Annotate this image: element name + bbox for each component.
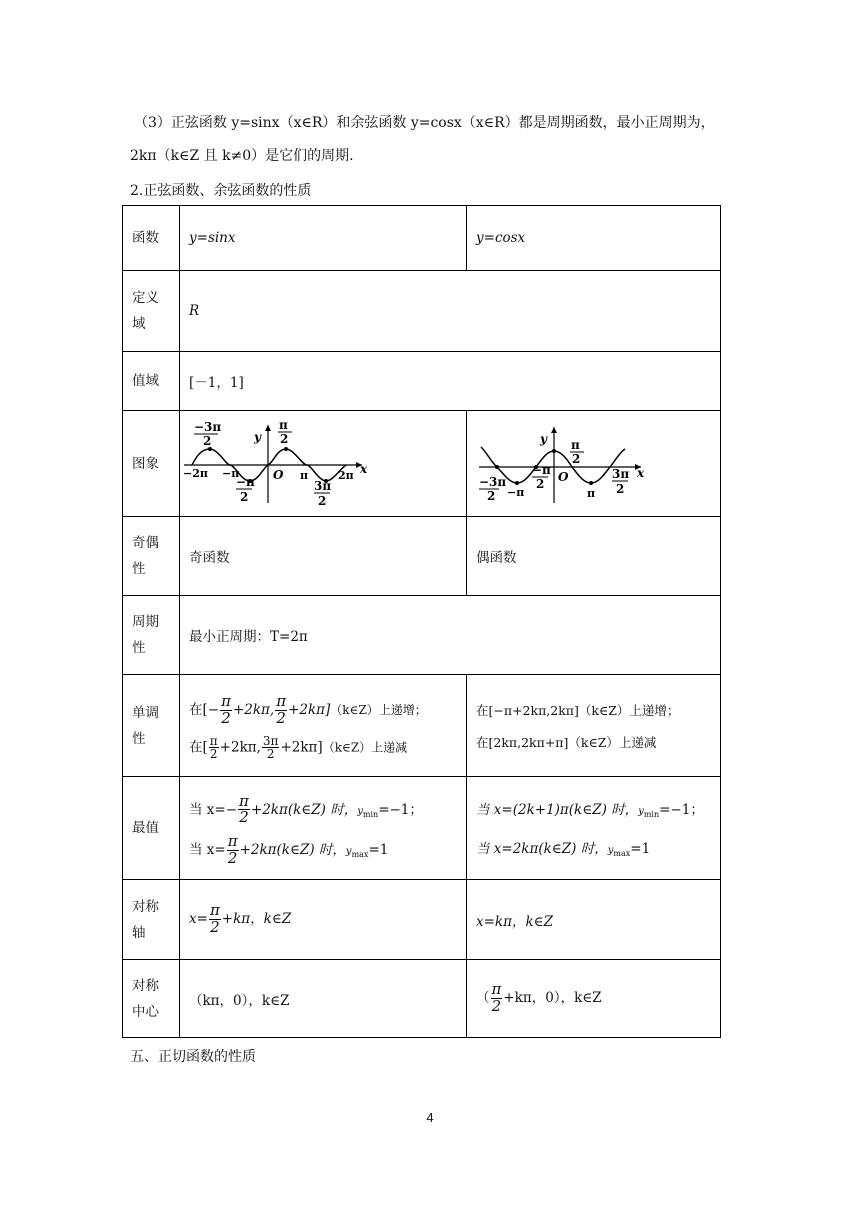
cos-point-5 [589,481,593,485]
cos-label-neg3pi2-num: −3π [479,475,507,489]
sin-label-neg3pi-num: −3π [194,420,222,434]
label-period: 周期性 [123,596,180,675]
text: （k∈Z）上递减 [322,740,408,755]
den: 2 [276,708,286,727]
cell-cos-graph [467,411,721,517]
sin-label-2pi: 2π [338,469,354,482]
cos-label-negpi2-num: −π [532,463,551,477]
cos-point-4 [552,449,556,453]
label-symmetry-center: 对称中心 [123,960,180,1038]
cos-label-pi: π [587,487,596,500]
text: 在[ [189,739,208,756]
cos-max-line [476,837,711,858]
properties-table [122,205,721,1038]
num: π [221,692,231,711]
text: 当 x= [189,841,226,858]
sin-decreasing-line [189,735,457,761]
frac-pi-2 [227,834,239,867]
sin-label-3pi2-den: 2 [318,494,327,508]
text: y [607,845,614,856]
num: π [209,733,218,748]
sin-label-y: y [254,430,261,444]
cell-sin-graph [180,411,467,517]
den: 2 [221,708,231,727]
row-period [123,596,721,675]
cell-sin-parity: 奇函数 [180,517,467,596]
cell-domain: R [180,271,721,352]
row-parity [123,517,721,596]
cell-sin-function: y=sinx [180,206,467,271]
sin-label-neg2pi: −2π [183,467,208,480]
frac-pi-2 [491,982,503,1015]
label-symmetry-axis: 对称轴 [123,880,180,960]
num: π [239,791,249,810]
sin-point-max-right [284,447,288,451]
intro-line-2: 2kπ（k∈Z 且 k≠0）是它们的周期. [130,148,354,164]
text: +2kπ] [288,701,331,718]
text: =1 [368,841,389,858]
den: 2 [266,747,275,762]
text: y [345,845,352,857]
sin-label-pi: π [300,469,309,482]
cos-label-O: O [558,470,569,484]
cell-sin-extremum [180,777,467,880]
cos-label-3pi2-num: 3π [612,467,630,481]
frac-3pi-2 [262,735,280,761]
text: 当 x=(2k+1)π(k∈Z) 时， [476,802,639,818]
text: +2kπ, [219,739,261,756]
frac-pi-2 [275,694,287,727]
label-monotonicity: 单调性 [123,675,180,777]
text: y [638,806,644,817]
row-monotonicity [123,675,721,777]
sin-label-negpi: −π [222,467,240,480]
text: =−1； [378,801,423,818]
num: 3π [262,733,279,748]
num: π [276,692,287,711]
cell-period: 最小正周期：T=2π [180,596,721,675]
section-heading-2: 2.正弦函数、余弦函数的性质 [130,183,312,199]
text: =1 [630,841,651,857]
sin-min-line [189,791,457,827]
text: x= [189,911,208,927]
label-domain: 定义域 [123,271,180,352]
den: 2 [210,918,220,936]
den: 2 [209,747,218,762]
cell-cos-symmetry-axis: x=kπ，k∈Z [467,880,721,960]
row-range [123,352,721,411]
sin-label-3pi2-num: 3π [314,479,332,493]
cell-cos-parity: 偶函数 [467,517,721,596]
cell-sin-symmetry-axis [180,880,467,960]
cell-cos-function: y=cosx [467,206,721,271]
frac-pi-2 [209,903,221,936]
text: =−1； [659,802,704,818]
text: max [351,849,369,859]
text: +2kπ] [280,739,323,756]
page-number: 4 [426,1110,434,1125]
cell-cos-extremum [467,777,721,880]
den: 2 [227,848,238,867]
cos-label-x: x [637,466,645,480]
text: +kπ，k∈Z [221,911,292,927]
row-symmetry-axis [123,880,721,960]
intro-line-1: （3）正弦函数 y=sinx（x∈R）和余弦函数 y=cosx（x∈R）都是周期函数，最小正周期为， [134,115,715,131]
cos-min-line [476,798,711,819]
row-graph [123,411,721,517]
sin-label-neg3pi-den: 2 [203,434,212,448]
cell-range: [－1，1] [180,352,721,411]
sin-graph [180,411,467,512]
frac-pi-2 [238,791,250,827]
row-domain [123,271,721,352]
text: min [362,809,379,819]
text: max [613,849,631,858]
num: π [491,980,502,999]
text: （k∈Z）上递增； [330,702,427,717]
text: +2kπ(k∈Z) 时， [239,841,346,858]
sin-label-pi2-den: 2 [280,432,289,446]
sin-label-pi2-num: π [279,418,288,432]
cos-label-negpi: −π [507,486,525,499]
frac-pi-2 [209,735,219,761]
cos-label-y: y [540,432,547,446]
label-range: 值域 [123,352,180,411]
sin-max-line [189,834,457,867]
num: π [227,832,238,850]
cos-label-pi2-den: 2 [572,452,581,466]
cell-cos-monotonicity [467,675,721,777]
text: 当 x=2kπ(k∈Z) 时， [476,841,608,857]
frac-pi-2 [220,694,232,727]
cos-increasing-line: 在[−π+2kπ,2kπ]（k∈Z）上递增； [476,702,680,718]
cos-point-1 [495,465,499,469]
label-parity: 奇偶性 [123,517,180,596]
text: 在[− [189,701,220,718]
cos-label-negpi2-den: 2 [536,477,545,491]
num: π [209,901,220,920]
cos-label-pi2-num: π [571,438,580,452]
sin-label-O: O [273,468,284,482]
text: +kπ，0），k∈Z [503,990,602,1006]
cos-point-2 [515,481,519,485]
text: （ [476,990,490,1006]
cos-graph [467,411,721,512]
sin-label-negpi2-den: 2 [240,490,249,504]
row-symmetry-center [123,960,721,1038]
text: 当 x=− [189,801,238,818]
cell-cos-symmetry-center [467,960,721,1038]
label-extremum: 最值 [123,777,180,880]
cell-sin-symmetry-center: （kπ，0），k∈Z [180,960,467,1038]
cos-label-3pi2-den: 2 [616,482,625,496]
section-heading-5: 五、正切函数的性质 [130,1049,256,1065]
den: 2 [491,997,502,1015]
text: +2kπ, [232,701,275,718]
cos-y-arrow [551,427,557,433]
sin-increasing-line [189,694,457,727]
row-function [123,206,721,271]
row-extremum [123,777,721,880]
sin-label-negpi2-num: −π [236,475,255,489]
sin-y-arrow [265,425,271,431]
text: min [643,810,660,819]
cos-label-neg3pi2-den: 2 [487,489,496,503]
cos-decreasing-line: 在[2kπ,2kπ+π]（k∈Z）上递减 [476,734,657,750]
cell-sin-monotonicity [180,675,467,777]
den: 2 [239,808,249,827]
label-graph: 图象 [123,411,180,517]
text: y [357,805,363,817]
text: +2kπ(k∈Z) 时， [250,801,358,818]
label-function: 函数 [123,206,180,271]
sin-label-x: x [360,462,368,476]
